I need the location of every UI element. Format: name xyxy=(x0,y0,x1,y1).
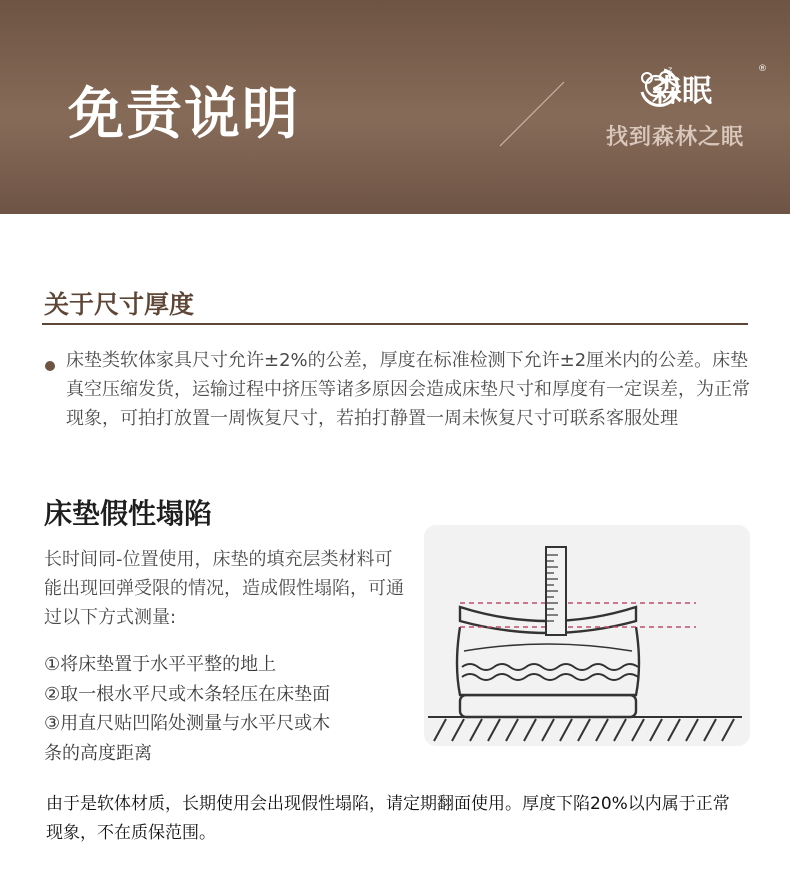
svg-text:z: z xyxy=(668,65,673,74)
step-item: 条的高度距离 xyxy=(44,742,152,764)
page-title: 免责说明 xyxy=(68,82,300,147)
measure-steps xyxy=(44,650,404,768)
registered-mark: ® xyxy=(758,64,767,74)
step-item: ②取一根水平尺或木条轻压在床垫面 xyxy=(44,683,331,705)
bullet-icon xyxy=(45,361,55,371)
disclaimer-note: 由于是软体材质，长期使用会出现假性塌陷，请定期翻面使用。厚度下陷20%以内属于正常现象，不在质保范围。 xyxy=(46,794,730,843)
brand-logo xyxy=(604,62,767,162)
sagging-intro-text: 长时间同-位置使用，床垫的填充层类材料可能出现回弹受限的情况，造成假性塌陷，可通过以下方式测量: xyxy=(44,549,404,628)
section-divider xyxy=(42,323,748,325)
step-item: ③用直尺贴凹陷处测量与水平尺或木 xyxy=(44,713,331,734)
section-title-size: 关于尺寸厚度 xyxy=(44,290,195,319)
step-item: ①将床垫置于水平平整的地上 xyxy=(44,654,277,675)
mattress-measure-illustration xyxy=(424,525,750,746)
size-tolerance-text: 床垫类软体家具尺寸允许±2%的公差，厚度在标准检测下允许±2厘米内的公差。床垫真空压缩发货，运输过程中挤压等诸多原因会造成床垫尺寸和厚度有一定误差，为正常现象，可拍打放置一周恢复尺寸，若拍打静置一周未恢复尺寸可联系客服处理 xyxy=(66,350,750,429)
brand-slogan: 找到森林之眠 xyxy=(606,125,745,150)
decor-slash xyxy=(498,80,568,170)
section-title-sagging: 床垫假性塌陷 xyxy=(44,497,213,530)
brand-name: 森眠 xyxy=(652,74,712,109)
header-banner xyxy=(0,0,790,214)
